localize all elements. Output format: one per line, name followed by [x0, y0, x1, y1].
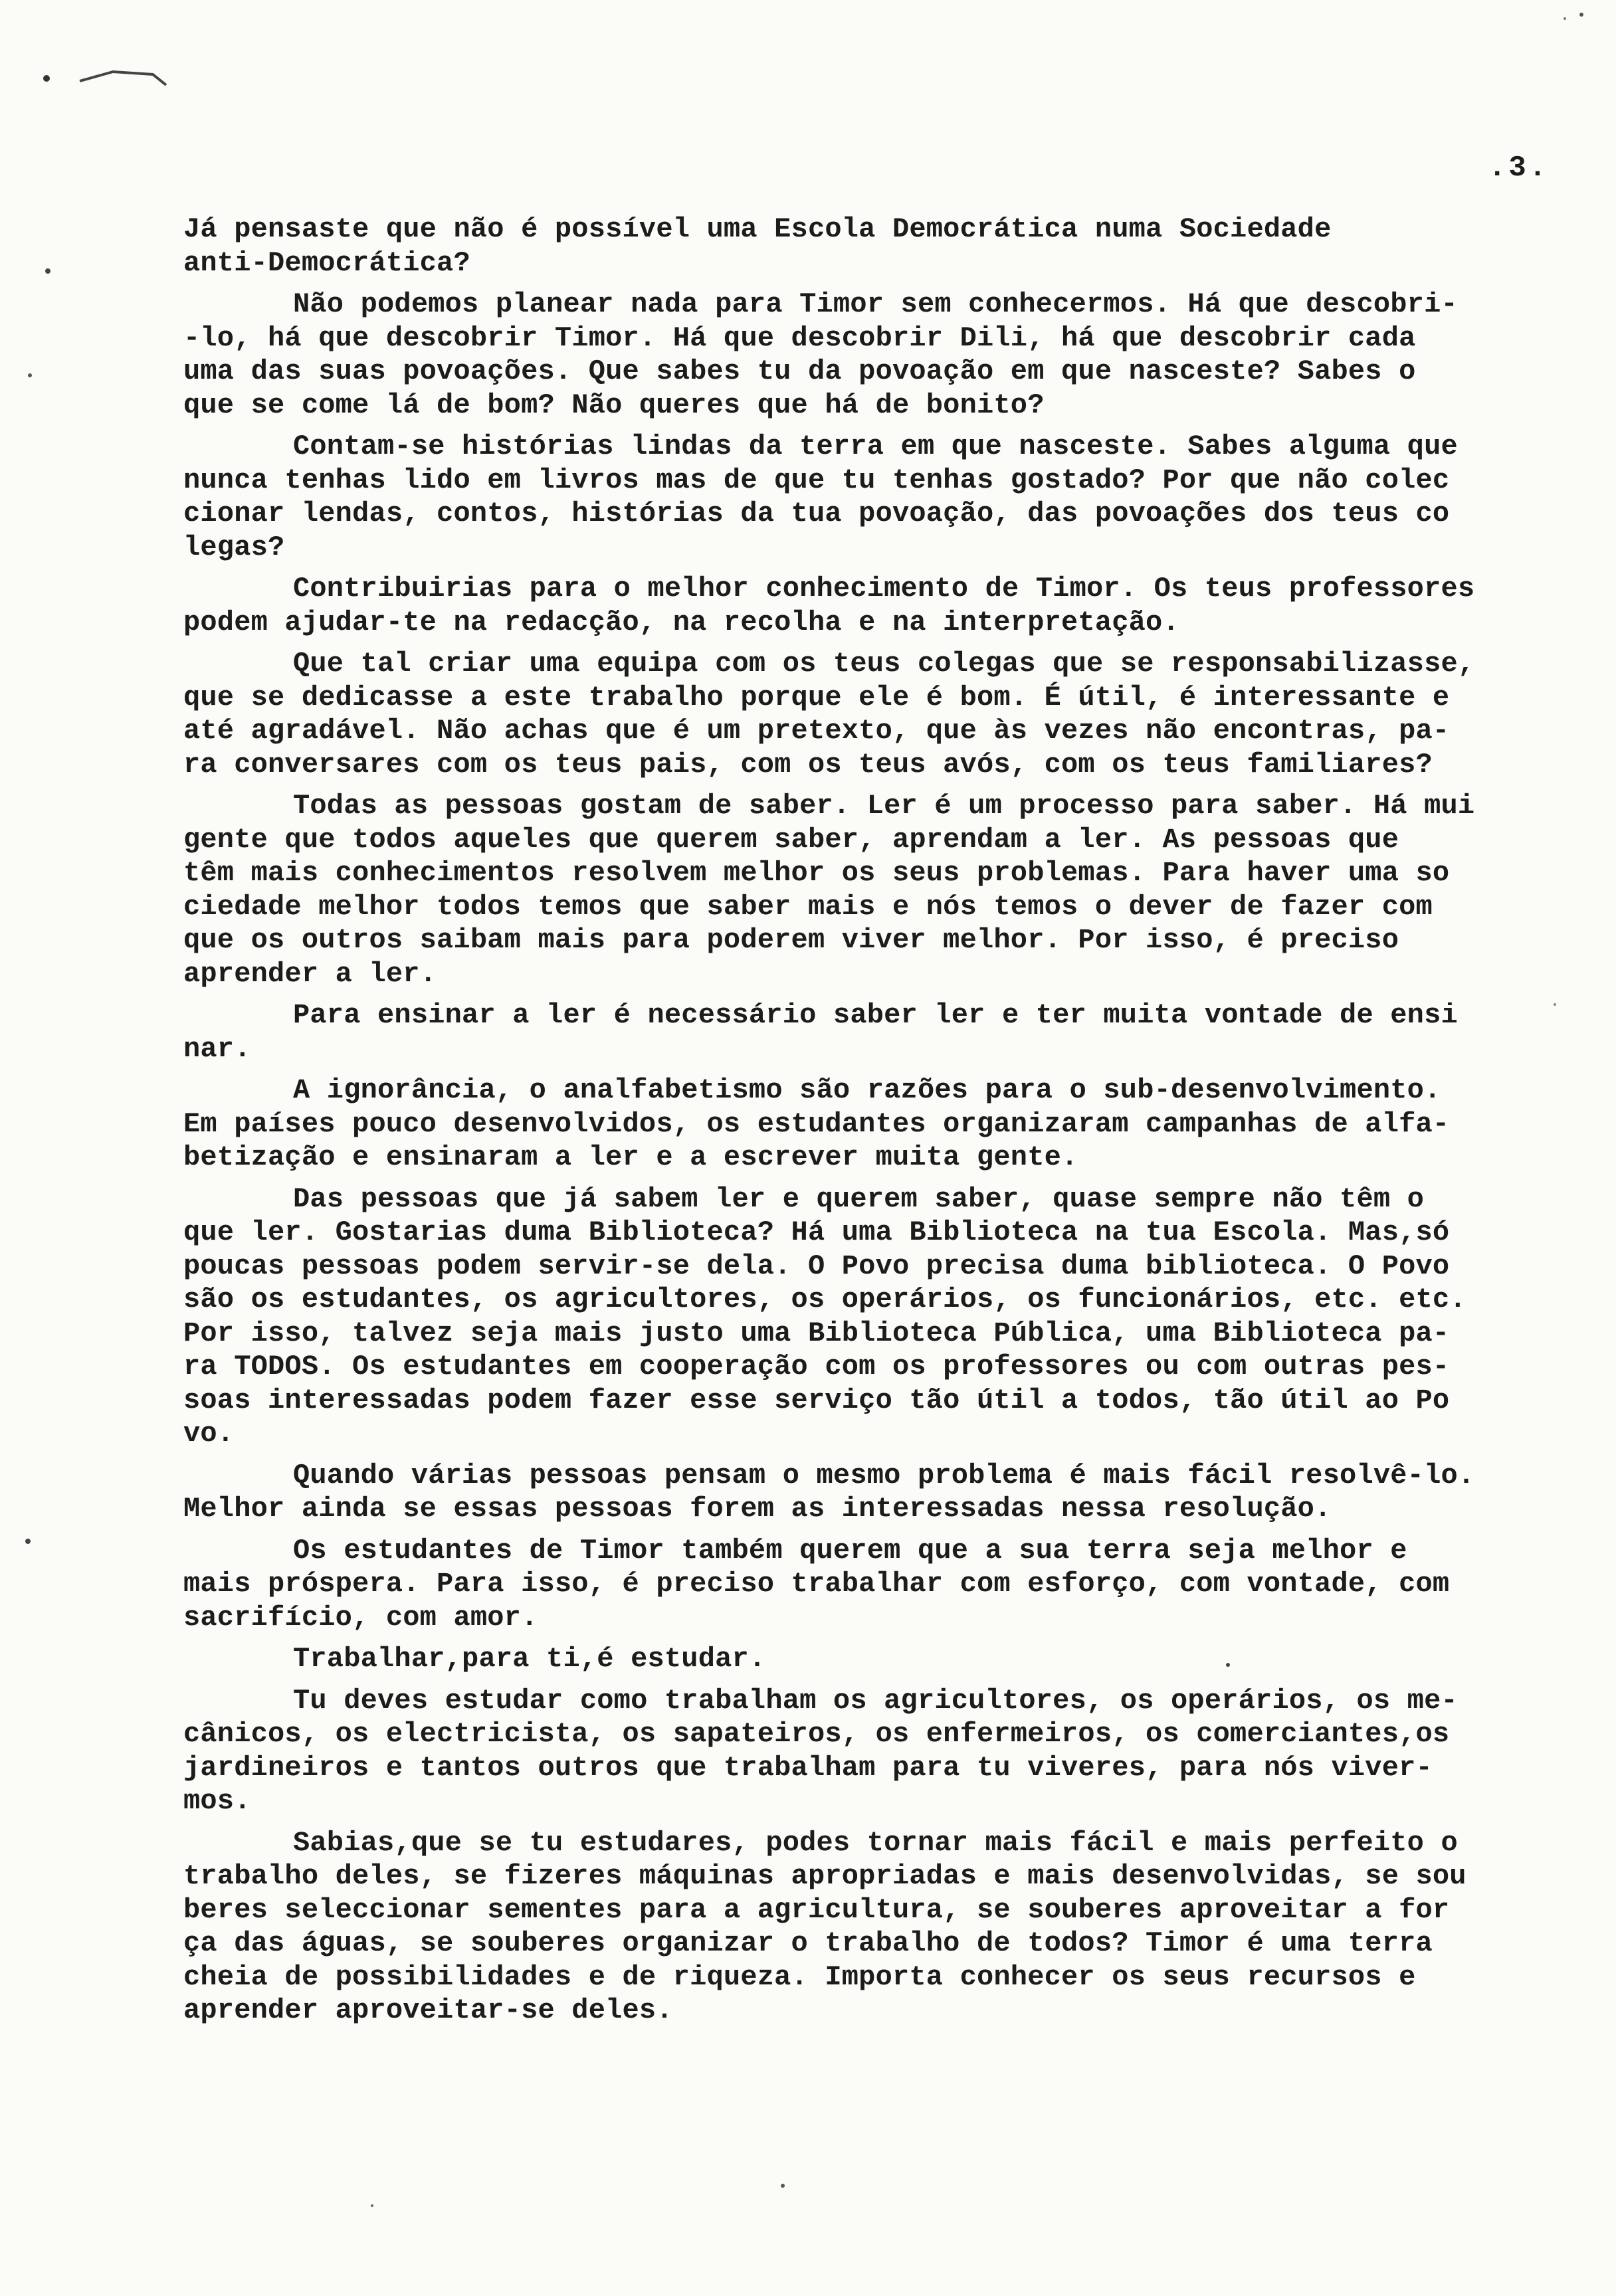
paragraph — [183, 789, 1559, 991]
text-line: Que tal criar uma equipa com os teus colegas que se responsabilizasse, — [293, 648, 1475, 680]
text-line: Trabalhar,para ti,é estudar. — [293, 1643, 766, 1675]
paragraph — [183, 1183, 1559, 1451]
text-line: Melhor ainda se essas pessoas forem as interessadas nessa resolução. — [183, 1493, 1332, 1525]
text-line: nar. — [183, 1032, 251, 1065]
text-line: beres seleccionar sementes para a agricultura, se souberes aproveitar a for — [183, 1893, 1450, 1926]
body-text — [183, 213, 1559, 2036]
text-line: Das pessoas que já sabem ler e querem saber, quase sempre não têm o — [293, 1183, 1425, 1215]
paragraph — [183, 1074, 1559, 1175]
text-line: mais próspera. Para isso, é preciso trabalhar com esforço, com vontade, com — [183, 1568, 1450, 1600]
page-number: .3. — [1488, 151, 1550, 185]
text-line: Em países pouco desenvolvidos, os estudantes organizaram campanhas de alfa- — [183, 1107, 1450, 1140]
paragraph — [183, 647, 1559, 781]
paragraph — [183, 1642, 1559, 1676]
text-line: até agradável. Não achas que é um pretexto, que às vezes não encontras, pa- — [183, 715, 1450, 747]
text-line: Tu deves estudar como trabalham os agricultores, os operários, os me- — [293, 1684, 1458, 1717]
text-line: Contribuirias para o melhor conhecimento de Timor. Os teus professores — [293, 573, 1475, 605]
text-line: ra TODOS. Os estudantes em cooperação com os professores ou com outras pes- — [183, 1351, 1450, 1383]
text-line: anti-Democrática? — [183, 246, 470, 279]
text-line: uma das suas povoações. Que sabes tu da povoação em que nasceste? Sabes o — [183, 355, 1416, 387]
paragraph — [183, 572, 1559, 639]
text-line: soas interessadas podem fazer esse serviço tão útil a todos, tão útil ao Po — [183, 1384, 1450, 1416]
text-line: que se come lá de bom? Não queres que há de bonito? — [183, 389, 1045, 421]
text-line: que se dedicasse a este trabalho porque ele é bom. É útil, é interessante e — [183, 681, 1450, 714]
text-line: Todas as pessoas gostam de saber. Ler é um processo para saber. Há mui — [293, 790, 1475, 822]
text-line: A ignorância, o analfabetismo são razões para o sub-desenvolvimento. — [293, 1074, 1441, 1106]
text-line: mos. — [183, 1785, 251, 1817]
text-line: nunca tenhas lido em livros mas de que tu tenhas gostado? Por que não colec — [183, 464, 1450, 496]
text-line: Contam-se histórias lindas da terra em que nasceste. Sabes alguma que — [293, 430, 1458, 462]
text-line: vo. — [183, 1418, 235, 1450]
paragraph — [183, 1534, 1559, 1635]
text-line: sacrifício, com amor. — [183, 1601, 538, 1634]
text-line: podem ajudar-te na redacção, na recolha e na interpretação. — [183, 606, 1179, 638]
text-line: aprender a ler. — [183, 957, 437, 990]
text-line: poucas pessoas podem servir-se dela. O Povo precisa duma biblioteca. O Povo — [183, 1250, 1450, 1282]
paragraph — [183, 1684, 1559, 1818]
text-line: Quando várias pessoas pensam o mesmo problema é mais fácil resolvê-lo. — [293, 1459, 1475, 1491]
text-line: gente que todos aqueles que querem saber, aprendam a ler. As pessoas que — [183, 823, 1399, 856]
text-line: trabalho deles, se fizeres máquinas apropriadas e mais desenvolvidas, se sou — [183, 1860, 1466, 1892]
text-line: que os outros saibam mais para poderem viver melhor. Por isso, é preciso — [183, 924, 1399, 956]
paragraph — [183, 430, 1559, 564]
paragraph — [183, 999, 1559, 1066]
text-line: -lo, há que descobrir Timor. Há que descobrir Dili, há que descobrir cada — [183, 322, 1416, 354]
paragraph — [183, 1459, 1559, 1526]
text-line: Os estudantes de Timor também querem que a sua terra seja melhor e — [293, 1534, 1407, 1567]
text-line: ra conversares com os teus pais, com os teus avós, com os teus familiares? — [183, 748, 1433, 781]
text-line: Não podemos planear nada para Timor sem conhecermos. Há que descobri- — [293, 288, 1458, 320]
text-line: têm mais conhecimentos resolvem melhor os seus problemas. Para haver uma so — [183, 857, 1450, 889]
text-line: ça das águas, se souberes organizar o trabalho de todos? Timor é uma terra — [183, 1927, 1433, 1959]
text-line: Já pensaste que não é possível uma Escola Democrática numa Sociedade — [183, 213, 1332, 245]
text-line: Para ensinar a ler é necessário saber ler e ter muita vontade de ensi — [293, 999, 1458, 1031]
text-line: são os estudantes, os agricultores, os operários, os funcionários, etc. etc. — [183, 1284, 1466, 1315]
paragraph — [183, 1826, 1559, 2028]
text-line: cânicos, os electricista, os sapateiros, os enfermeiros, os comerciantes,os — [183, 1718, 1450, 1750]
text-line: ciedade melhor todos temos que saber mais e nós temos o dever de fazer com — [183, 890, 1433, 923]
text-line: betização e ensinaram a ler e a escrever muita gente. — [183, 1141, 1078, 1173]
text-line: legas? — [183, 531, 285, 563]
text-line: jardineiros e tantos outros que trabalham para tu viveres, para nós viver- — [183, 1751, 1433, 1784]
text-line: Por isso, talvez seja mais justo uma Biblioteca Pública, uma Biblioteca pa- — [183, 1317, 1450, 1349]
text-line: aprender aproveitar-se deles. — [183, 1994, 673, 2026]
text-line: cionar lendas, contos, histórias da tua povoação, das povoações dos teus co — [183, 498, 1450, 529]
text-line: que ler. Gostarias duma Biblioteca? Há uma Biblioteca na tua Escola. Mas,só — [183, 1216, 1450, 1248]
text-line: Sabias,que se tu estudares, podes tornar mais fácil e mais perfeito o — [293, 1826, 1458, 1859]
paragraph — [183, 288, 1559, 422]
paragraph — [183, 213, 1559, 280]
text-line: cheia de possibilidades e de riqueza. Importa conhecer os seus recursos e — [183, 1961, 1416, 1993]
